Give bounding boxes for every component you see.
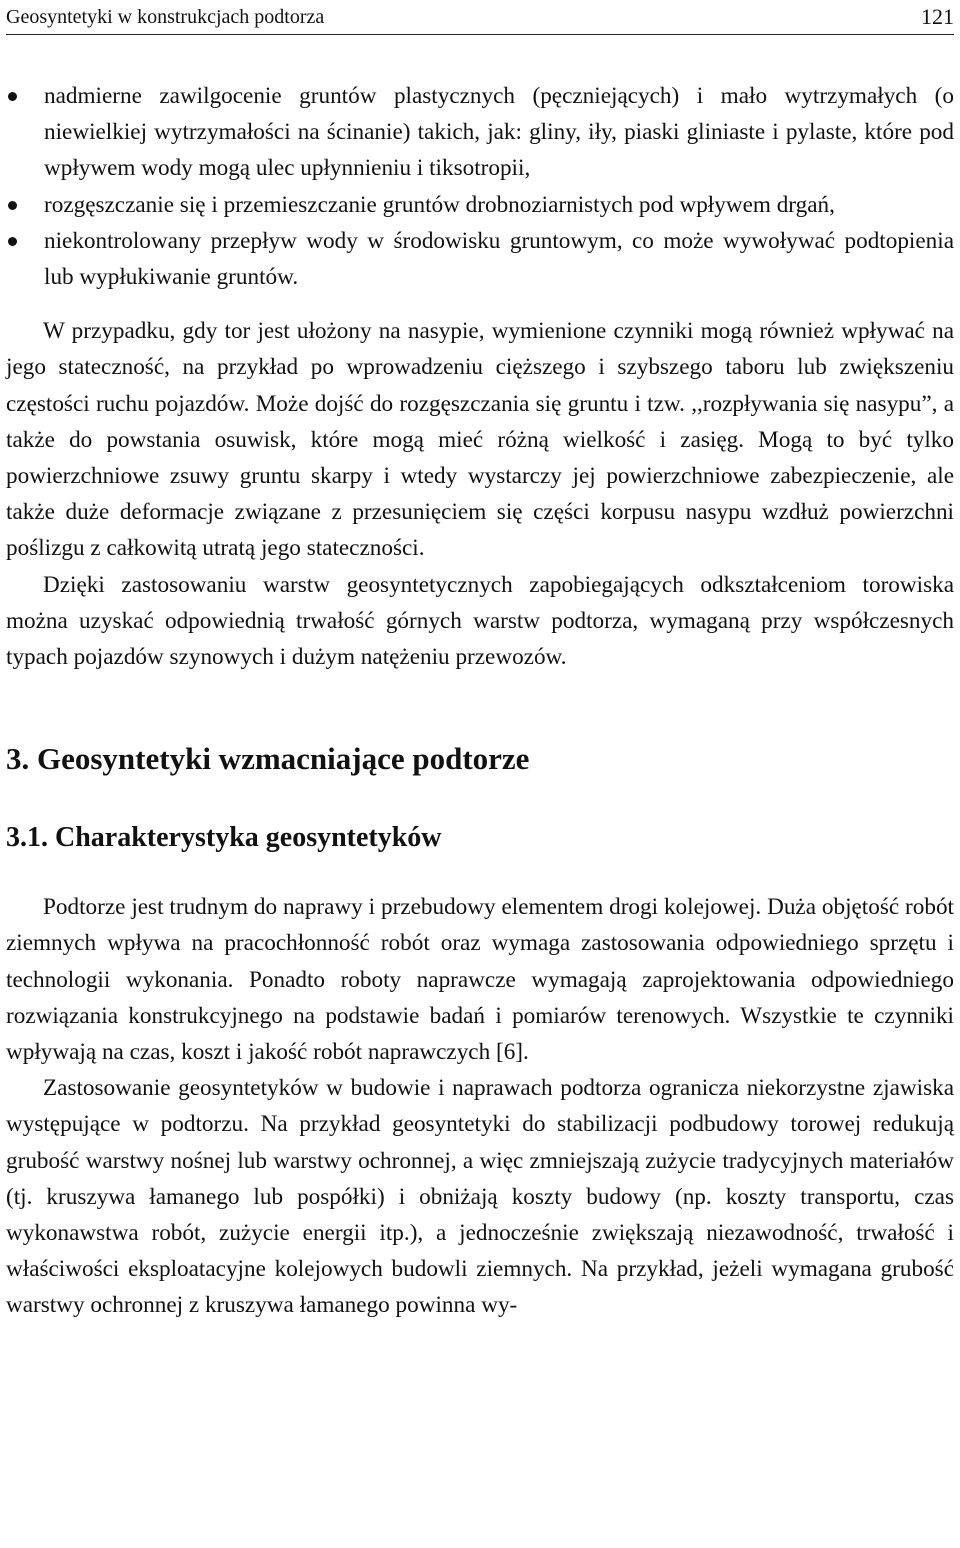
subsection-heading: 3.1. Charakterystyka geosyntetyków — [6, 822, 442, 854]
bullet-icon — [8, 92, 17, 101]
spacer — [6, 675, 954, 739]
bullet-item — [6, 78, 954, 187]
bullet-text: nadmierne zawilgocenie gruntów plastycznych (pęczniejących) i mało wytrzymałych (o niewielkiej wytrzymałości na ścinanie) takich, jak: gliny, iły, piaski gliniaste i pylaste, które pod wpływem wody mogą ulec upłynnieniu i tiksotropii, — [44, 83, 954, 182]
page-number: 121 — [921, 4, 954, 29]
running-header — [6, 4, 954, 35]
paragraph: Dzięki zastosowaniu warstw geosyntetycznych zapobiegających odkształceniom torowiska można uzyskać odpowiednią trwałość górnych warstw podtorza, wymaganą przy współczesnych typach pojazdów szynowych i dużym natężeniu przewozów. — [6, 571, 954, 671]
spacer — [6, 779, 954, 819]
bullet-list — [6, 78, 954, 295]
bullet-item — [6, 187, 954, 223]
spacer — [6, 295, 954, 313]
bullet-icon — [8, 237, 17, 246]
body-text — [6, 78, 954, 1324]
paragraph: Podtorze jest trudnym do naprawy i przebudowy elementem drogi kolejowej. Duża objętość robót ziemnych wpływa na pracochłonność robót oraz wymaga zastosowania odpowiedniego sprzętu i technologii wykonania. Ponadto roboty naprawcze wymagają zaprojektowania odpowiedniego rozwiązania konstrukcyjnego na podstawie badań i pomiarów terenowych. Wszystkie te czynniki wpływają na czas, koszt i jakość robót naprawczych [6]. — [6, 894, 954, 1066]
bullet-item — [6, 223, 954, 295]
spacer — [6, 857, 954, 889]
paragraph: W przypadku, gdy tor jest ułożony na nasypie, wymienione czynniki mogą również wpływać na jego stateczność, na przykład po wprowadzeniu cięższego i szybszego taboru lub zwiększeniu częstości ruchu pojazdów. Może dojść do rozgęszczania się gruntu i tzw. ,,rozpływania się nasypu”, a także do powstania osuwisk, które mogą mieć różną wielkość i zasięg. Mogą to być tylko powierzchniowe zsuwy gruntu skarpy i wtedy wystarczy jej powierzchniowe zabezpieczenie, ale także duże deformacje związane z przesunięciem się części korpusu nasypu wzdłuż powierzchni poślizgu z całkowitą utratą jego stateczności. — [6, 318, 954, 562]
bullet-text: niekontrolowany przepływ wody w środowisku gruntowym, co może wywoływać podtopienia lub wypłukiwanie gruntów. — [44, 227, 954, 291]
paragraph: Zastosowanie geosyntetyków w budowie i naprawach podtorza ogranicza niekorzystne zjawiska występujące w podtorzu. Na przykład geosyntetyki do stabilizacji podbudowy torowej redukują grubość warstwy nośnej lub warstwy ochronnej, a więc zmniejszają zużycie tradycyjnych materiałów (tj. kruszywa łamanego lub pospółki) i obniżają koszty budowy (np. koszty transportu, czas wykonawstwa robót, zużycie energii itp.), a jednocześnie zwiększają niezawodność, trwałość i właściwości eksploatacyjne kolejowych budowli ziemnych. Na przykład, jeżeli wymagana grubość warstwy ochronnej z kruszywa łamanego powinna wy- — [6, 1075, 954, 1319]
bullet-icon — [8, 201, 17, 210]
bullet-text: rozgęszczanie się i przemieszczanie gruntów drobnoziarnistych pod wpływem drgań, — [44, 191, 835, 218]
running-header-title: Geosyntetyki w konstrukcjach podtorza — [6, 6, 325, 28]
section-heading: 3. Geosyntetyki wzmacniające podtorze — [6, 741, 530, 777]
